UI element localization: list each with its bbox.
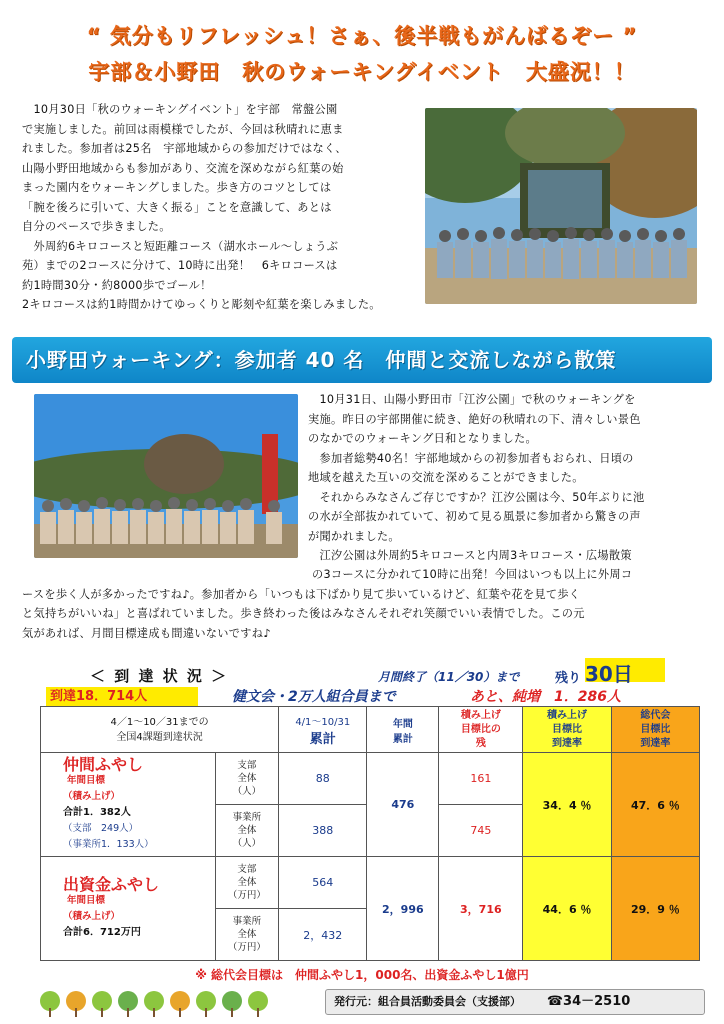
nakama-branch-remain: 161 [439, 753, 523, 805]
shusshi-branch-cum: 564 [279, 857, 367, 909]
nakama-rate-1: 34．4 ％ [523, 753, 611, 857]
col-rate-1: 積み上げ 目標比 到達率 [523, 707, 611, 753]
nakama-rate-2: 47．6 ％ [611, 753, 699, 857]
shusshi-remain: 3，716 [439, 857, 523, 961]
shusshi-year: 2，996 [367, 857, 439, 961]
row-shusshi-branch-label: 支部 全体 （万円） [215, 857, 279, 909]
group-shusshikin: 出資金ふやし 年間目標 （積み上げ） 合計6．712万円 [41, 857, 216, 961]
photo-tokiwa-park-group [425, 108, 697, 304]
deadline-text: 月間終了（11／30）まで [378, 670, 520, 684]
nakama-office-cum: 388 [279, 805, 367, 857]
remaining-label: 残り [555, 671, 582, 686]
col-rate-2: 総代会 目標比 到達率 [611, 707, 699, 753]
goal-remaining: あと、純増 1．286人 [470, 689, 621, 705]
row-nakama-office-label: 事業所 全体 （人） [215, 805, 279, 857]
shusshi-rate-1: 44．6 ％ [523, 857, 611, 961]
nakama-branch-cum: 88 [279, 753, 367, 805]
remaining-days-box [585, 658, 665, 686]
publisher: 発行元：組合員活動委員会（支援部） [334, 995, 521, 1008]
achievement-table [40, 706, 700, 961]
headline-2: 宇部＆小野田 秋のウォーキングイベント 大盛況！！ [88, 60, 636, 84]
article-1: 10月30日「秋のウォーキングイベント」を宇部 常盤公園 で実施しました。前回は雨模様でしたが、今回は秋晴れに恵ま れました。参加者は25名 宇部地域からの参加だけではなく、 山陽小野田地域からも参加があり、交流を深めながら紅葉の始 まった園内をウォーキングしました。歩き方のコツとしては 「腕を後ろに引いて、大きく振る」ことを意識して、あとは 自分のペースで歩きました。 外周約6キロコースと短距離コース（湖水ホール～しょうぶ 苑）までの2コースに分けて、10時に出発！ 6キロコースは 約1時間30分・約8000歩でゴール！ 2キロコースは約1時間かけてゆっくりと彫刻や紅葉を楽しみました。 [22, 103, 381, 311]
article-2: 10月31日、山陽小野田市「江汐公園」で秋のウォーキングを 実施。昨日の宇部開催に続き、絶好の秋晴れの下、清々しい景色 のなかでのウォーキング日和となりました。 参加者総勢40名！宇部地域からの初参加者もおられ、日頃の 地域を越えた互いの交流を深めることができました。 それからみなさんご存じですか？江汐公園は今、50年ぶりに池 の水が全部抜かれていて、初めて見る風景に参加者から驚きの声 が聞かれました。 江汐公園は外周約5キロコースと内周3キロコース・広場散策 [308, 393, 645, 562]
phone: ☎34－2510 [546, 994, 631, 1009]
col-year: 年間 累計 [367, 707, 439, 753]
photo-esio-park-group [34, 394, 298, 558]
status-title: ＜ 到 達 状 況 ＞ [90, 667, 229, 685]
nakama-office-remain: 745 [439, 805, 523, 857]
footnote: ※ 総代会目標は 仲間ふやし1，000名、出資金ふやし1億円 [195, 968, 529, 982]
tree-decoration [38, 990, 288, 1022]
group-nakama: 仲間ふやし 年間目標 （積み上げ） 合計1．382人 （支部 249人） （事業所1．133人） [41, 753, 216, 857]
col-cumulative: 4/1～10/31 累計 [279, 707, 367, 753]
headline-1: “ 気分もリフレッシュ！さぁ、後半戦もがんばるぞー ” [86, 24, 638, 48]
publisher-box [325, 989, 705, 1015]
nakama-year: 476 [367, 753, 439, 857]
row-nakama-branch-label: 支部 全体 （人） [215, 753, 279, 805]
goal-text: 健文会・2万人組合員まで [232, 689, 396, 705]
table-head-subject: 4／1～10／31までの 全国4課題到達状況 [41, 707, 279, 753]
reached-count: 到達18．714人 [46, 687, 198, 706]
col-remain: 積み上げ 目標比の 残 [439, 707, 523, 753]
remaining-days: 30日 [585, 662, 633, 686]
shusshi-rate-2: 29．9 ％ [611, 857, 699, 961]
onoda-walking-banner: 小野田ウォーキング：参加者 40 名 仲間と交流しながら散策 [12, 337, 712, 383]
shusshi-office-cum: 2，432 [279, 909, 367, 961]
row-shusshi-office-label: 事業所 全体 （万円） [215, 909, 279, 961]
article-2-continued: の3コースに分かれて10時に出発！今回はいつも以上に外周コ ースを歩く人が多かったですね♪。参加者から「いつもは下ばかり見て歩いているけど、紅葉や花を見て歩く と気持ちがいいね」と喜ばれていました。歩き終わった後はみなさんそれぞれ笑顔でいい表情でした。この元 気があれば、月間目標達成も間違いないですね♪ [22, 568, 633, 640]
